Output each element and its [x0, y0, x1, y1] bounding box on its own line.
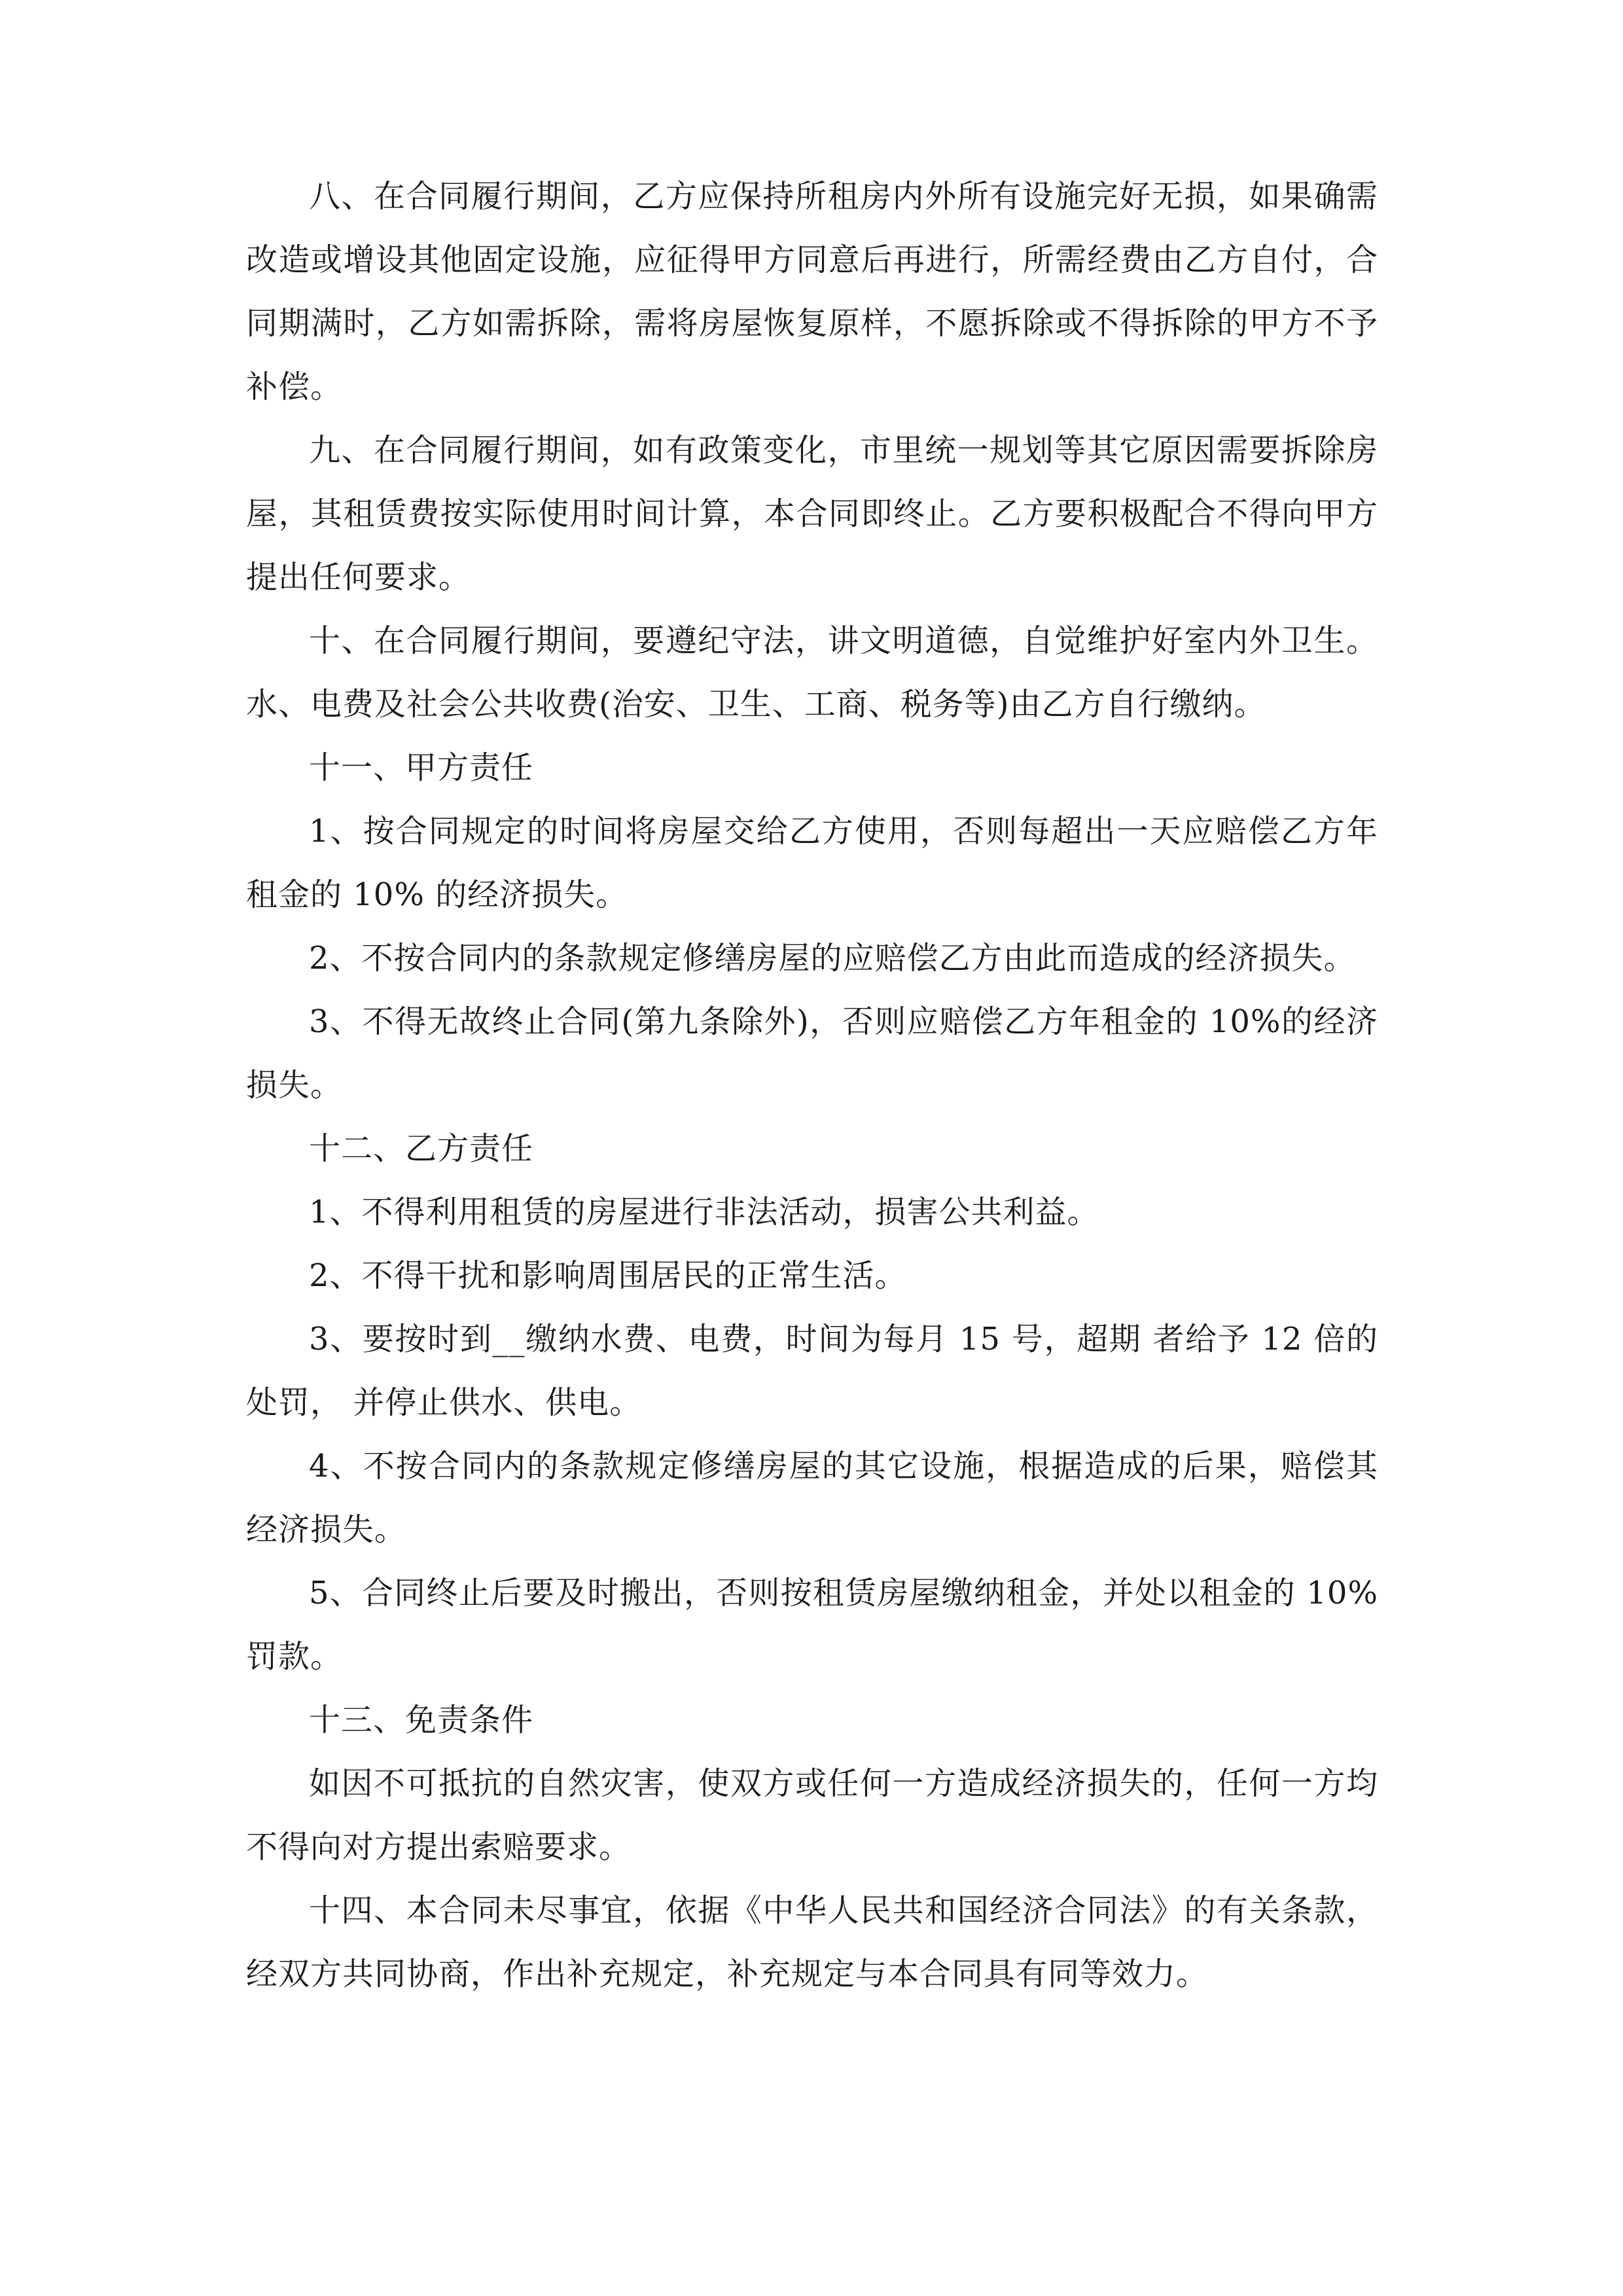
document-page — [246, 165, 1378, 2006]
exemption-text: 如因不可抵抗的自然灾害，使双方或任何一方造成经济损失的，任何一方均不得向对方提出索赔要求。 — [246, 1765, 1378, 1865]
clause-10: 十、在合同履行期间，要遵纪守法，讲文明道德，自觉维护好室内外卫生。水、电费及社会公共收费(治安、卫生、工商、税务等)由乙方自行缴纳。 — [246, 622, 1378, 723]
heading-exemption: 十三、免责条件 — [309, 1702, 534, 1738]
heading-party-a-duties: 十一、甲方责任 — [309, 749, 534, 786]
clause-8: 八、在合同履行期间，乙方应保持所租房内外所有设施完好无损，如果确需改造或增设其他固定设施，应征得甲方同意后再进行，所需经费由乙方自付，合同期满时，乙方如需拆除，需将房屋恢复原样，不愿拆除或不得拆除的甲方不予补偿。 — [246, 178, 1378, 405]
heading-party-b-duties: 十二、乙方责任 — [309, 1130, 534, 1167]
party-a-item-2: 2、不按合同内的条款规定修缮房屋的应赔偿乙方由此而造成的经济损失。 — [309, 940, 1356, 977]
party-b-item-4: 4、不按合同内的条款规定修缮房屋的其它设施，根据造成的后果，赔偿其经济损失。 — [246, 1448, 1378, 1548]
party-b-item-3: 3、要按时到__缴纳水费、电费，时间为每月 15 号，超期 者给予 12 倍的处罚， 并停止供水、供电。 — [246, 1321, 1378, 1421]
party-a-item-1: 1、按合同规定的时间将房屋交给乙方使用，否则每超出一天应赔偿乙方年租金的 10% 的经济损失。 — [246, 813, 1378, 913]
clause-9: 九、在合同履行期间，如有政策变化，市里统一规划等其它原因需要拆除房屋，其租赁费按实际使用时间计算，本合同即终止。乙方要积极配合不得向甲方提出任何要求。 — [246, 432, 1378, 596]
party-b-item-1: 1、不得利用租赁的房屋进行非法活动，损害公共利益。 — [309, 1194, 1099, 1230]
clause-14: 十四、本合同未尽事宜，依据《中华人民共和国经济合同法》的有关条款，经双方共同协商，作出补充规定，补充规定与本合同具有同等效力。 — [246, 1892, 1378, 1992]
party-b-item-5: 5、合同终止后要及时搬出，否则按租赁房屋缴纳租金，并处以租金的 10%罚款。 — [246, 1575, 1378, 1675]
party-a-item-3: 3、不得无故终止合同(第九条除外)，否则应赔偿乙方年租金的 10%的经济损失。 — [246, 1003, 1378, 1103]
party-b-item-2: 2、不得干扰和影响周围居民的正常生活。 — [309, 1257, 907, 1294]
